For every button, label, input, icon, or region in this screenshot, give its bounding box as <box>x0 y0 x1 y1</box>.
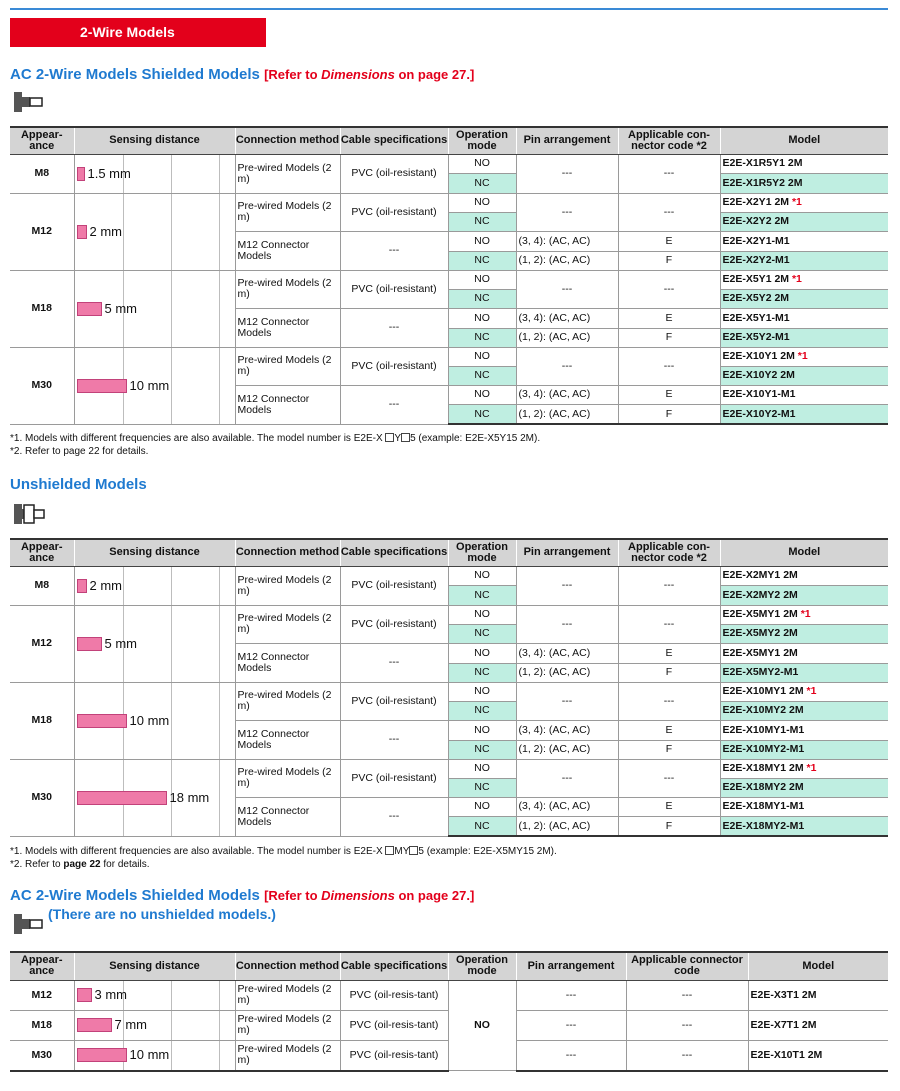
col-sensing-distance: Sensing distance <box>74 127 235 154</box>
model-code: E2E-X5Y1 2M <box>722 273 790 285</box>
appearance-size: M30 <box>10 1040 74 1071</box>
sensing-distance-value: 5 mm <box>104 635 137 651</box>
connector-code: F <box>618 405 720 425</box>
sensing-distance-cell <box>74 154 235 193</box>
appearance-size: M18 <box>10 682 74 759</box>
connector-code: E <box>618 231 720 251</box>
model-code: E2E-X5Y2-M1 <box>722 331 790 343</box>
connection-method: M12 Connector Models <box>235 308 340 347</box>
cable-spec: --- <box>340 385 448 424</box>
model-number <box>720 289 888 308</box>
operation-mode: NO <box>448 154 516 174</box>
connector-code: --- <box>626 980 748 1010</box>
model-number <box>720 347 888 366</box>
sensing-distance-bar <box>77 1018 112 1032</box>
sensing-distance-value: 10 mm <box>129 712 170 728</box>
pin-arrangement: --- <box>516 347 618 385</box>
unshielded-sensor-icon <box>12 502 46 528</box>
col-model: Model <box>720 127 888 154</box>
connector-code: --- <box>618 347 720 385</box>
footnote-2-table2: *2. Refer to page 22 for details. <box>10 859 150 870</box>
model-number <box>720 643 888 663</box>
connection-method: Pre-wired Models (2 m) <box>235 759 340 797</box>
col-connector-code: Applicable con-nector code *2 <box>618 539 720 566</box>
sensing-distance-value: 3 mm <box>94 987 127 1002</box>
connector-code: F <box>618 663 720 682</box>
model-number <box>720 308 888 328</box>
section1-ref[interactable]: [Refer to Dimensions on page 27.] <box>264 67 475 82</box>
footnote-1-table1: *1. Models with different frequencies are also available. The model number is E2E-X Y 5 (example: E2E-X5Y15 2M). <box>10 433 541 444</box>
sensing-distance-value: 7 mm <box>114 1017 147 1032</box>
pin-arrangement: (3, 4): (AC, AC) <box>516 385 618 405</box>
pin-arrangement: (3, 4): (AC, AC) <box>516 797 618 817</box>
model-code: E2E-X1R5Y2 2M <box>722 176 803 189</box>
col-appearance: Appear-ance <box>10 952 74 980</box>
model-number <box>720 212 888 231</box>
model-code: E2E-X10Y2-M1 <box>722 407 796 420</box>
operation-mode: NO <box>448 566 516 586</box>
connector-code: --- <box>626 1040 748 1071</box>
sensing-distance-cell <box>74 605 235 682</box>
table-row <box>10 980 888 1010</box>
model-number <box>720 270 888 289</box>
model-number <box>720 586 888 606</box>
cable-spec: PVC (oil-resistant) <box>340 347 448 385</box>
connector-code: --- <box>626 1010 748 1040</box>
pin-arrangement: --- <box>516 980 626 1010</box>
cable-spec: PVC (oil-resistant) <box>340 566 448 605</box>
model-number: E2E-X7T1 2M <box>748 1010 888 1040</box>
cable-spec: PVC (oil-resistant) <box>340 605 448 643</box>
connector-code: --- <box>618 605 720 643</box>
sensing-distance-bar <box>77 225 87 239</box>
operation-mode: NC <box>448 328 516 347</box>
connector-code: --- <box>618 193 720 231</box>
connection-method: Pre-wired Models (2 m) <box>235 154 340 193</box>
table-row <box>10 682 888 701</box>
connector-code: E <box>618 720 720 740</box>
sensing-distance-cell <box>74 980 235 1010</box>
operation-mode: NC <box>448 212 516 231</box>
model-number <box>720 682 888 701</box>
scale-tick <box>219 606 220 682</box>
scale-tick <box>171 606 172 682</box>
scale-tick <box>171 567 172 605</box>
operation-mode: NC <box>448 289 516 308</box>
cable-spec: --- <box>340 720 448 759</box>
pin-arrangement: (3, 4): (AC, AC) <box>516 308 618 328</box>
pin-arrangement: (1, 2): (AC, AC) <box>516 328 618 347</box>
model-number: E2E-X10T1 2M <box>748 1040 888 1071</box>
operation-mode: NO <box>448 720 516 740</box>
pin-arrangement: --- <box>516 1040 626 1071</box>
section1-heading <box>10 66 474 83</box>
model-code: E2E-X18MY2-M1 <box>722 819 805 832</box>
connection-method: M12 Connector Models <box>235 797 340 836</box>
connection-method: Pre-wired Models (2 m) <box>235 1010 340 1040</box>
footnote-marker: *1 <box>803 762 817 774</box>
scale-tick <box>171 194 172 270</box>
appearance-size: M12 <box>10 605 74 682</box>
sensing-distance-value: 2 mm <box>89 577 122 593</box>
model-code: E2E-X2Y2-M1 <box>722 254 790 266</box>
scale-tick <box>171 981 172 1010</box>
pin-arrangement: (3, 4): (AC, AC) <box>516 720 618 740</box>
footnote-marker: *1 <box>797 608 811 620</box>
appearance-size: M18 <box>10 1010 74 1040</box>
footnote-marker: *1 <box>789 196 802 208</box>
model-number <box>720 701 888 720</box>
connection-method: Pre-wired Models (2 m) <box>235 682 340 720</box>
col-pin-arrangement: Pin arrangement <box>516 127 618 154</box>
col-operation-mode: Operation mode <box>448 127 516 154</box>
scale-tick <box>219 567 220 605</box>
sensing-distance-cell <box>74 270 235 347</box>
cable-spec: PVC (oil-resistant) <box>340 154 448 193</box>
sensing-distance-value: 10 mm <box>129 377 170 393</box>
operation-mode: NO <box>448 980 516 1071</box>
model-number <box>720 566 888 586</box>
sensing-distance-value: 1.5 mm <box>87 165 131 181</box>
scale-tick <box>219 683 220 759</box>
model-code: E2E-X10MY1-M1 <box>722 723 805 736</box>
operation-mode: NO <box>448 385 516 405</box>
scale-tick <box>123 567 124 605</box>
model-number <box>720 251 888 270</box>
sensing-distance-bar <box>77 579 87 593</box>
model-code: E2E-X2Y2 2M <box>722 215 790 227</box>
model-number <box>720 817 888 837</box>
scale-tick <box>219 981 220 1010</box>
pin-arrangement: (1, 2): (AC, AC) <box>516 817 618 837</box>
col-cable-spec: Cable specifications <box>340 952 448 980</box>
cable-spec: --- <box>340 308 448 347</box>
model-number <box>720 759 888 778</box>
shielded-models-table <box>10 126 888 425</box>
appearance-size: M18 <box>10 270 74 347</box>
section3-heading <box>10 887 474 904</box>
connection-method: Pre-wired Models (2 m) <box>235 566 340 605</box>
cable-spec: PVC (oil-resistant) <box>340 193 448 231</box>
scale-tick <box>219 155 220 193</box>
model-code: E2E-X10MY2 2M <box>722 704 804 716</box>
model-code: E2E-X5MY1 2M <box>722 608 798 620</box>
model-code: E2E-X10Y1 2M <box>722 350 795 362</box>
scale-tick <box>123 194 124 270</box>
cable-spec: --- <box>340 643 448 682</box>
sensing-distance-value: 10 mm <box>129 1047 170 1062</box>
operation-mode: NO <box>448 231 516 251</box>
ac-shielded-table <box>10 951 888 1072</box>
operation-mode: NO <box>448 643 516 663</box>
model-code: E2E-X10MY2-M1 <box>722 743 805 755</box>
pin-arrangement: --- <box>516 759 618 797</box>
operation-mode: NO <box>448 308 516 328</box>
footnote-marker: *1 <box>794 350 808 362</box>
operation-mode: NC <box>448 740 516 759</box>
pin-arrangement: (3, 4): (AC, AC) <box>516 643 618 663</box>
col-model: Model <box>720 539 888 566</box>
sensing-distance-bar <box>77 302 102 316</box>
sensing-distance-cell <box>74 682 235 759</box>
model-code: E2E-X2Y1 2M <box>722 196 790 208</box>
model-code: E2E-X5MY2-M1 <box>722 666 799 678</box>
connector-code: E <box>618 797 720 817</box>
operation-mode: NO <box>448 759 516 778</box>
connector-code: F <box>618 251 720 270</box>
sensing-distance-cell <box>74 193 235 270</box>
connection-method: Pre-wired Models (2 m) <box>235 980 340 1010</box>
table-row <box>10 193 888 212</box>
operation-mode: NC <box>448 778 516 797</box>
footnote-marker: *1 <box>803 685 817 697</box>
connector-code: F <box>618 328 720 347</box>
connection-method: Pre-wired Models (2 m) <box>235 270 340 308</box>
col-pin-arrangement: Pin arrangement <box>516 539 618 566</box>
pin-arrangement: (1, 2): (AC, AC) <box>516 740 618 759</box>
table-row <box>10 605 888 624</box>
col-connector-code: Applicable con-nector code *2 <box>618 127 720 154</box>
connector-code: --- <box>618 566 720 605</box>
connection-method: M12 Connector Models <box>235 643 340 682</box>
model-code: E2E-X10Y1-M1 <box>722 388 796 401</box>
connection-method: M12 Connector Models <box>235 720 340 759</box>
scale-tick <box>219 1011 220 1040</box>
appearance-size: M30 <box>10 347 74 424</box>
sensing-distance-cell <box>74 1010 235 1040</box>
scale-tick <box>171 348 172 424</box>
model-number <box>720 231 888 251</box>
pin-arrangement: (1, 2): (AC, AC) <box>516 251 618 270</box>
scale-tick <box>171 1041 172 1070</box>
model-code: E2E-X5Y2 2M <box>722 292 790 304</box>
connector-code: --- <box>618 759 720 797</box>
connection-method: Pre-wired Models (2 m) <box>235 193 340 231</box>
section2-heading: Unshielded Models <box>10 476 147 493</box>
cable-spec: --- <box>340 231 448 270</box>
model-code: E2E-X10Y2 2M <box>722 369 795 381</box>
operation-mode: NC <box>448 251 516 270</box>
model-code: E2E-X5Y1-M1 <box>722 311 790 324</box>
model-number <box>720 385 888 405</box>
footnote-marker: *1 <box>789 273 802 285</box>
connector-code: --- <box>618 682 720 720</box>
col-sensing-distance: Sensing distance <box>74 539 235 566</box>
scale-tick <box>219 1041 220 1070</box>
col-sensing-distance: Sensing distance <box>74 952 235 980</box>
section3-ref[interactable]: [Refer to Dimensions on page 27.] <box>264 888 475 903</box>
col-connector-code: Applicable connector code <box>626 952 748 980</box>
connection-method: M12 Connector Models <box>235 231 340 270</box>
connector-code: E <box>618 308 720 328</box>
model-code: E2E-X2MY2 2M <box>722 588 798 601</box>
model-code: E2E-X18MY1 2M <box>722 762 804 774</box>
cable-spec: PVC (oil-resis-tant) <box>340 1010 448 1040</box>
pin-arrangement: --- <box>516 682 618 720</box>
model-number <box>720 663 888 682</box>
operation-mode: NC <box>448 624 516 643</box>
model-number <box>720 193 888 212</box>
col-appearance: Appear-ance <box>10 127 74 154</box>
footnote-2-table1: *2. Refer to page 22 for details. <box>10 446 149 457</box>
appearance-size: M12 <box>10 193 74 270</box>
sensing-distance-cell <box>74 566 235 605</box>
sensing-distance-cell <box>74 1040 235 1071</box>
model-number <box>720 154 888 174</box>
appearance-size: M30 <box>10 759 74 836</box>
connector-code: E <box>618 643 720 663</box>
model-code: E2E-X5MY1 2M <box>722 646 798 659</box>
model-number: E2E-X3T1 2M <box>748 980 888 1010</box>
operation-mode: NC <box>448 174 516 194</box>
table-row <box>10 347 888 366</box>
no-unshielded-note: (There are no unshielded models.) <box>48 906 276 922</box>
model-number <box>720 605 888 624</box>
cable-spec: PVC (oil-resistant) <box>340 682 448 720</box>
model-code: E2E-X5MY2 2M <box>722 627 798 639</box>
model-number <box>720 740 888 759</box>
sensing-distance-bar <box>77 167 85 181</box>
connection-method: Pre-wired Models (2 m) <box>235 1040 340 1071</box>
scale-tick <box>219 271 220 347</box>
section3-title: AC 2-Wire Models Shielded Models <box>10 887 265 904</box>
section1-title: AC 2-Wire Models Shielded Models <box>10 66 265 83</box>
scale-tick <box>219 194 220 270</box>
col-appearance: Appear-ance <box>10 539 74 566</box>
cable-spec: PVC (oil-resistant) <box>340 270 448 308</box>
connector-code: E <box>618 385 720 405</box>
model-code: E2E-X2MY1 2M <box>722 569 798 582</box>
shielded-sensor-icon <box>12 912 46 938</box>
col-model: Model <box>748 952 888 980</box>
operation-mode: NC <box>448 586 516 606</box>
sensing-distance-bar <box>77 988 92 1002</box>
cable-spec: PVC (oil-resis-tant) <box>340 980 448 1010</box>
pin-arrangement: (1, 2): (AC, AC) <box>516 663 618 682</box>
shielded-sensor-icon <box>12 90 46 116</box>
model-number <box>720 797 888 817</box>
operation-mode: NC <box>448 405 516 425</box>
top-rule <box>10 8 888 10</box>
connection-method: Pre-wired Models (2 m) <box>235 347 340 385</box>
col-connection-method: Connection method <box>235 539 340 566</box>
sensing-distance-bar <box>77 1048 127 1062</box>
cable-spec: PVC (oil-resistant) <box>340 759 448 797</box>
connection-method: Pre-wired Models (2 m) <box>235 605 340 643</box>
table-row <box>10 759 888 778</box>
operation-mode: NC <box>448 663 516 682</box>
table-row <box>10 154 888 174</box>
model-code: E2E-X2Y1-M1 <box>722 234 790 247</box>
pin-arrangement: --- <box>516 566 618 605</box>
operation-mode: NC <box>448 366 516 385</box>
pin-arrangement: --- <box>516 154 618 193</box>
col-cable-spec: Cable specifications <box>340 127 448 154</box>
sensing-distance-cell <box>74 347 235 424</box>
connector-code: --- <box>618 270 720 308</box>
sensing-distance-value: 2 mm <box>89 223 122 239</box>
model-number <box>720 778 888 797</box>
sensing-distance-bar <box>77 379 127 393</box>
section-banner: 2-Wire Models <box>10 18 266 47</box>
unshielded-models-table <box>10 538 888 837</box>
sensing-distance-bar <box>77 714 127 728</box>
connector-code: --- <box>618 154 720 193</box>
scale-tick <box>171 683 172 759</box>
operation-mode: NO <box>448 347 516 366</box>
table-row <box>10 566 888 586</box>
scale-tick <box>171 1011 172 1040</box>
cable-spec: PVC (oil-resis-tant) <box>340 1040 448 1071</box>
operation-mode: NO <box>448 682 516 701</box>
sensing-distance-cell <box>74 759 235 836</box>
col-cable-spec: Cable specifications <box>340 539 448 566</box>
model-code: E2E-X18MY2 2M <box>722 781 804 793</box>
col-operation-mode: Operation mode <box>448 539 516 566</box>
scale-tick <box>219 760 220 836</box>
operation-mode: NC <box>448 817 516 837</box>
operation-mode: NO <box>448 270 516 289</box>
appearance-size: M8 <box>10 154 74 193</box>
appearance-size: M8 <box>10 566 74 605</box>
col-connection-method: Connection method <box>235 952 340 980</box>
model-number <box>720 624 888 643</box>
pin-arrangement: (3, 4): (AC, AC) <box>516 231 618 251</box>
sensing-distance-bar <box>77 637 102 651</box>
operation-mode: NC <box>448 701 516 720</box>
scale-tick <box>219 348 220 424</box>
cable-spec: --- <box>340 797 448 836</box>
scale-tick <box>171 155 172 193</box>
footnote-1-table2: *1. Models with different frequencies are also available. The model number is E2E-X MY 5 (example: E2E-X5MY15 2M). <box>10 846 557 857</box>
model-number <box>720 366 888 385</box>
model-number <box>720 174 888 194</box>
sensing-distance-value: 18 mm <box>169 789 210 805</box>
table-row <box>10 270 888 289</box>
model-code: E2E-X1R5Y1 2M <box>722 157 803 170</box>
pin-arrangement: --- <box>516 193 618 231</box>
col-connection-method: Connection method <box>235 127 340 154</box>
model-number <box>720 405 888 425</box>
connection-method: M12 Connector Models <box>235 385 340 424</box>
connector-code: F <box>618 817 720 837</box>
model-number <box>720 720 888 740</box>
pin-arrangement: --- <box>516 270 618 308</box>
col-operation-mode: Operation mode <box>448 952 516 980</box>
pin-arrangement: (1, 2): (AC, AC) <box>516 405 618 425</box>
model-code: E2E-X18MY1-M1 <box>722 800 805 813</box>
operation-mode: NO <box>448 797 516 817</box>
operation-mode: NO <box>448 193 516 212</box>
pin-arrangement: --- <box>516 605 618 643</box>
operation-mode: NO <box>448 605 516 624</box>
sensing-distance-value: 5 mm <box>104 300 137 316</box>
model-code: E2E-X10MY1 2M <box>722 685 804 697</box>
appearance-size: M12 <box>10 980 74 1010</box>
col-pin-arrangement: Pin arrangement <box>516 952 626 980</box>
sensing-distance-bar <box>77 791 167 805</box>
pin-arrangement: --- <box>516 1010 626 1040</box>
model-number <box>720 328 888 347</box>
scale-tick <box>171 271 172 347</box>
connector-code: F <box>618 740 720 759</box>
